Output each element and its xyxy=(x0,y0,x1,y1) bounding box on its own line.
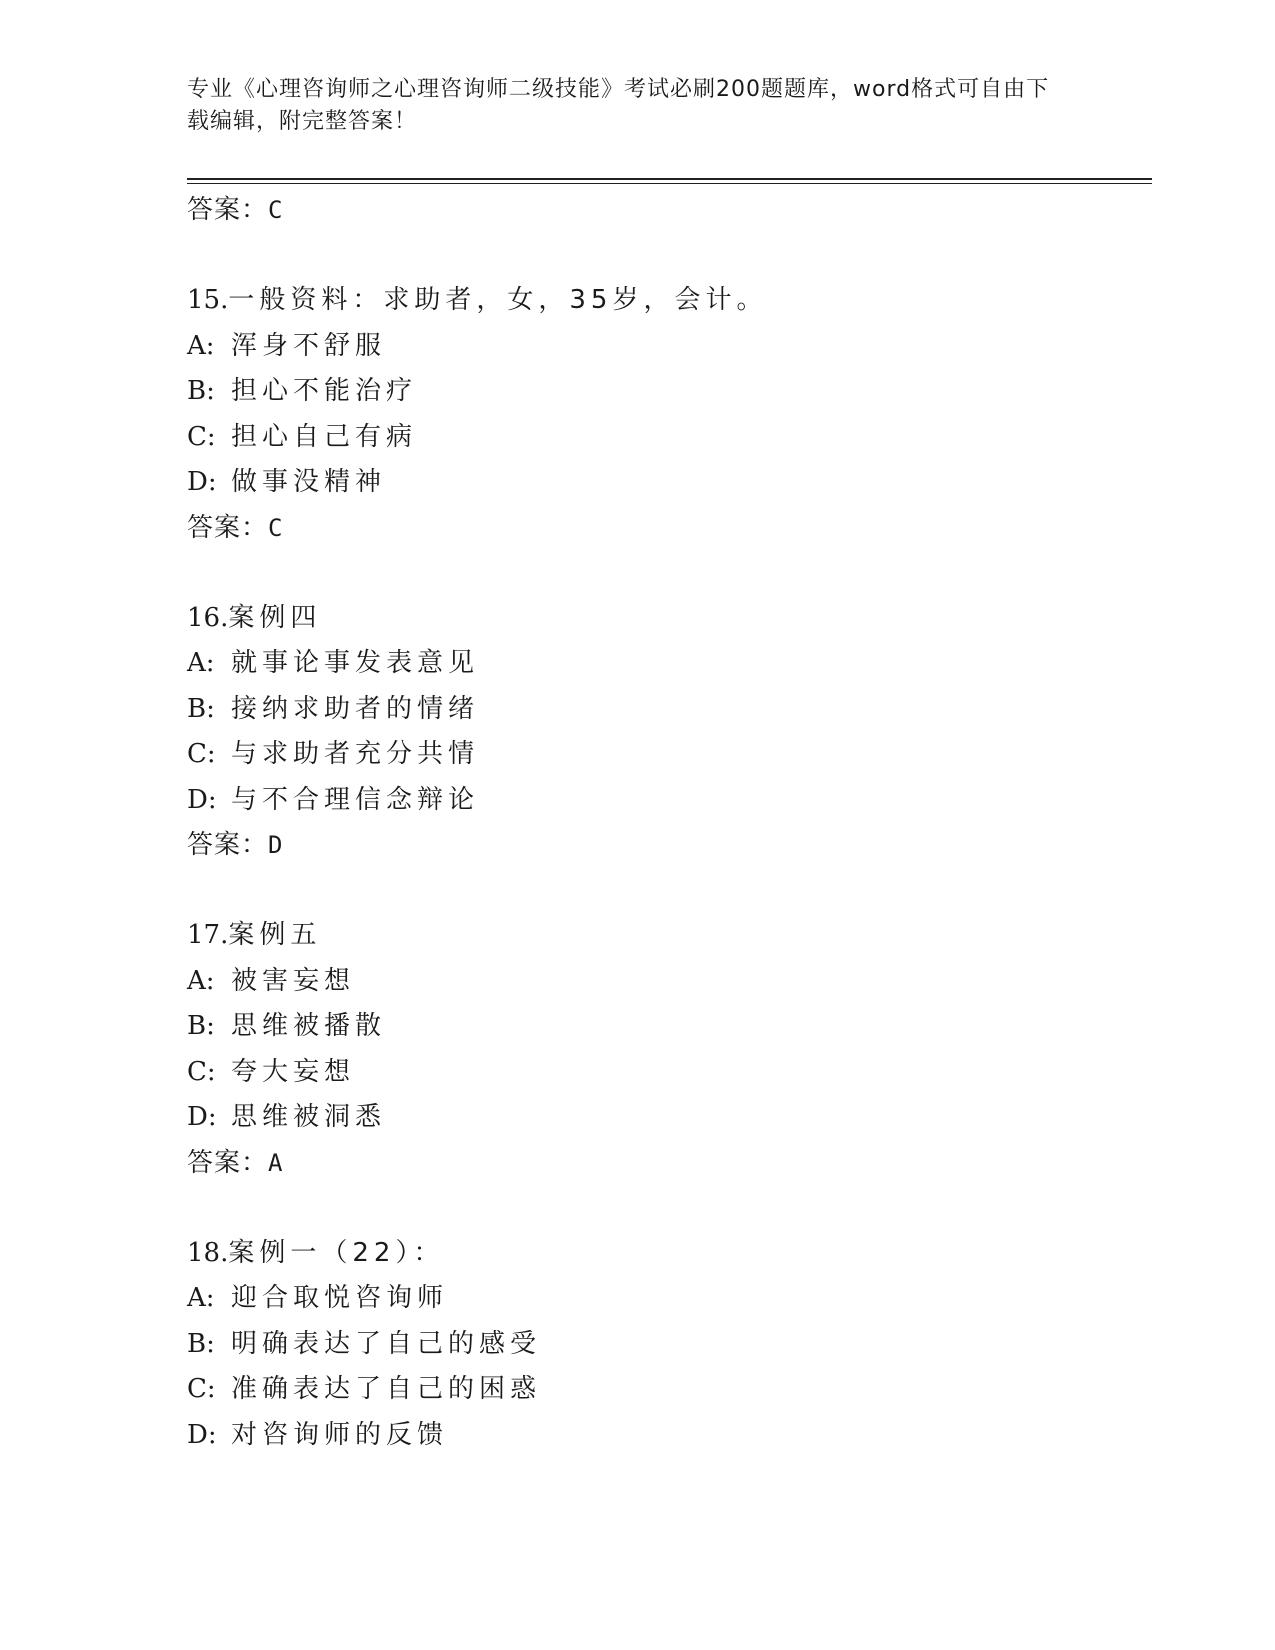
option-text: 明确表达了自己的感受 xyxy=(231,1328,542,1359)
question-title xyxy=(187,1231,1147,1277)
question-block xyxy=(187,278,1147,550)
option-letter: C: xyxy=(187,1374,216,1404)
option-b xyxy=(187,1322,1147,1368)
option-c xyxy=(187,1367,1147,1413)
option-c xyxy=(187,1050,1147,1096)
question-title xyxy=(187,278,1147,324)
option-letter: C: xyxy=(187,1056,216,1087)
option-text: 接纳求助者的情绪 xyxy=(231,693,480,724)
option-letter: A: xyxy=(187,1283,215,1313)
option-letter: C: xyxy=(187,421,216,452)
option-letter: B: xyxy=(187,376,215,406)
document-header: 专业《心理咨询师之心理咨询师二级技能》考试必刷200题题库，word格式可自由下载编辑，附完整答案！ xyxy=(187,77,1050,134)
option-letter: A: xyxy=(187,648,215,678)
spacer xyxy=(187,1185,1147,1231)
option-text: 迎合取悦咨询师 xyxy=(231,1283,449,1313)
option-d xyxy=(187,460,1147,506)
option-letter: C: xyxy=(187,739,216,769)
option-text: 与不合理信念辩论 xyxy=(231,784,480,815)
option-text: 担心自己有病 xyxy=(231,421,418,452)
question-title xyxy=(187,596,1147,642)
option-b xyxy=(187,1004,1147,1050)
option-d xyxy=(187,778,1147,824)
question-text: 一般资料：求助者，女，35岁，会计。 xyxy=(228,285,768,315)
answer-label: 答案： xyxy=(187,830,269,860)
option-text: 做事没精神 xyxy=(231,467,387,497)
question-text: 案例五 xyxy=(228,920,322,950)
answer-line xyxy=(187,823,1147,867)
question-number: 17. xyxy=(187,920,229,950)
answer-value: C xyxy=(268,196,284,224)
question-number: 16. xyxy=(187,602,229,633)
spacer xyxy=(187,232,1147,278)
question-number: 15. xyxy=(187,285,229,315)
header-rule-thick xyxy=(187,178,1152,180)
option-text: 思维被播散 xyxy=(231,1011,387,1041)
option-a xyxy=(187,324,1147,370)
option-text: 对咨询师的反馈 xyxy=(231,1419,449,1450)
option-letter: A: xyxy=(187,965,215,996)
option-text: 担心不能治疗 xyxy=(231,376,418,406)
answer-line xyxy=(187,188,1147,232)
option-a xyxy=(187,641,1147,687)
answer-label: 答案： xyxy=(187,512,269,543)
option-c xyxy=(187,732,1147,778)
answer-line xyxy=(187,506,1147,550)
option-c xyxy=(187,415,1147,461)
option-b xyxy=(187,369,1147,415)
option-text: 浑身不舒服 xyxy=(231,330,387,361)
spacer xyxy=(187,867,1147,913)
option-letter: B: xyxy=(187,1011,215,1041)
option-letter: D: xyxy=(187,1419,217,1450)
option-letter: B: xyxy=(187,693,215,724)
question-number: 18. xyxy=(187,1237,229,1268)
question-text: 案例一（22）： xyxy=(228,1237,445,1268)
spacer xyxy=(187,550,1147,596)
question-text: 案例四 xyxy=(228,602,322,633)
answer-value: D xyxy=(268,831,284,859)
answer-label: 答案： xyxy=(187,195,269,225)
option-a xyxy=(187,1276,1147,1322)
question-block xyxy=(187,913,1147,1185)
option-text: 被害妄想 xyxy=(231,965,356,996)
option-text: 夸大妄想 xyxy=(231,1056,356,1087)
question-block xyxy=(187,596,1147,868)
question-list xyxy=(187,188,1147,1458)
option-letter: A: xyxy=(187,330,215,361)
option-d xyxy=(187,1095,1147,1141)
question-block xyxy=(187,1231,1147,1459)
option-b xyxy=(187,687,1147,733)
option-letter: D: xyxy=(187,1102,217,1132)
answer-value: A xyxy=(268,1148,284,1177)
option-a xyxy=(187,959,1147,1005)
option-text: 与求助者充分共情 xyxy=(231,739,480,769)
answer-label: 答案： xyxy=(187,1147,269,1178)
header-rule-thin xyxy=(187,183,1152,184)
option-text: 就事论事发表意见 xyxy=(231,648,480,678)
option-letter: B: xyxy=(187,1328,215,1359)
option-text: 准确表达了自己的困惑 xyxy=(231,1374,542,1404)
question-title xyxy=(187,913,1147,959)
option-text: 思维被洞悉 xyxy=(231,1102,387,1132)
answer-value: C xyxy=(268,513,284,542)
option-letter: D: xyxy=(187,784,217,815)
option-d xyxy=(187,1413,1147,1459)
option-letter: D: xyxy=(187,467,217,497)
answer-line xyxy=(187,1141,1147,1185)
